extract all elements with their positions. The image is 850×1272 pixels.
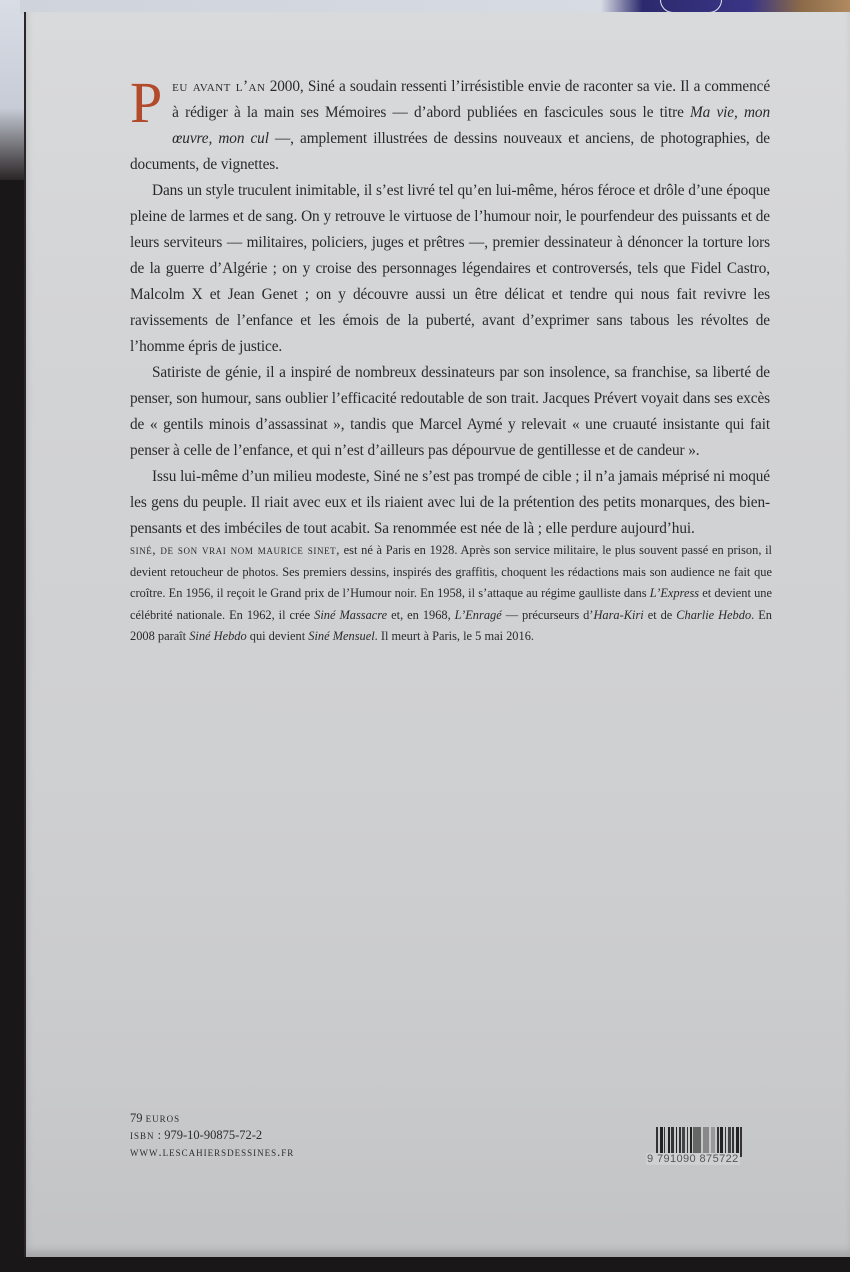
paragraph-4: Issu lui-même d’un milieu modeste, Siné ne s’est pas trompé de cible ; il n’a jamais méprisé ni moqué les gens du peuple. Il riait avec eux et ils riaient avec lui de la prétention des petits monarques, des bien-pensants et des imbéciles de tout acabit. Sa renommée est née de là ; elle perdure aujourd’hui. xyxy=(130,468,770,537)
author-name: siné, de son vrai nom maurice sinet, xyxy=(130,543,340,557)
barcode xyxy=(646,1127,766,1167)
bio-text: — précurseurs d’ xyxy=(501,607,594,622)
barcode-digits: 9 791090 875722 xyxy=(647,1153,739,1165)
publication-title: L’Express xyxy=(649,586,700,600)
publication-title: Siné Massacre xyxy=(314,607,388,622)
publication-title: Charlie Hebdo xyxy=(676,607,752,622)
website-link: www.lescahiersdessines.fr xyxy=(130,1145,295,1159)
isbn-value: : 979-10-90875-72-2 xyxy=(154,1128,263,1142)
paragraph-text: —, amplement illustrées de dessins nouveaux et anciens, de photographies, de documents, de vignettes. xyxy=(130,130,770,173)
lead-smallcaps: eu avant l’an xyxy=(172,78,266,95)
bio-text: et devient une célébrité nationale. En 1962, il crée xyxy=(130,586,772,622)
bio-text: . En 2008 paraît xyxy=(130,607,772,643)
colophon xyxy=(130,1110,294,1161)
bio-text: est né à Paris en 1928. Après son service militaire, le plus souvent passé en prison, il devient retoucheur de photos. Ses premiers dessins, inspirés des graffitis, choquent les rédactions mais son audience ne fait que croître. En 1956, il reçoit le Grand prix de l’Humour noir. En 1958, il s’attaque au régime gaulliste dans xyxy=(130,543,772,600)
isbn xyxy=(130,1127,294,1144)
publication-title: Hara-Kiri xyxy=(593,607,644,622)
bio-text: et, en 1968, xyxy=(387,607,455,622)
isbn-label: isbn xyxy=(130,1128,155,1142)
bio-text: . Il meurt à Paris, le 5 mai 2016. xyxy=(374,629,534,643)
author-bio xyxy=(130,540,772,648)
paragraph-2: Dans un style truculent inimitable, il s’est livré tel qu’en lui-même, héros féroce et drôle d’une époque pleine de larmes et de sang. On y retrouve le virtuose de l’humour noir, le pourfendeur des puissants et de leurs serviteurs — militaires, policiers, juges et prêtres —, premier dessinateur à dénoncer la torture lors de la guerre d’Algérie ; on y croise des personnages légendaires et controversés, tels que Fidel Castro, Malcolm X et Jean Genet ; on y découvre aussi un être délicat et tendre qui nous fait revivre les ravissements de l’enfance et les émois de la puberté, avant d’exprimer sans tabous les révoltes de l’homme épris de justice. xyxy=(130,182,770,355)
paragraph-3: Satiriste de génie, il a inspiré de nombreux dessinateurs par son insolence, sa franchise, sa liberté de penser, son humour, sans oublier l’efficacité redoutable de son trait. Jacques Prévert voyait dans ses excès de « gentils minois d’assassinat », tandis que Marcel Aymé y relevait « une cruauté insistante qui fait penser à celle de l’enfance, et qui n’est d’ailleurs pas dépourvue de gentillesse et de candeur ». xyxy=(130,364,770,459)
publication-title: Siné Mensuel xyxy=(308,629,375,643)
drop-cap: P xyxy=(130,70,163,135)
paragraph-text: 2000, Siné a soudain ressenti l’irrésistible envie de raconter sa vie. Il a commencé à rédiger à la main ses Mémoires — d’abord publiées en fascicules sous le titre xyxy=(172,78,771,121)
paragraph-1 xyxy=(130,70,771,178)
bio-text: et de xyxy=(643,607,677,622)
book-title: Ma vie, mon œuvre, mon cul xyxy=(172,104,770,147)
blurb xyxy=(130,70,771,542)
publication-title: Siné Hebdo xyxy=(189,629,247,643)
bio-text: qui devient xyxy=(246,629,309,643)
price xyxy=(130,1110,294,1127)
price-value: 79 xyxy=(130,1111,143,1125)
price-currency: euros xyxy=(145,1111,181,1125)
publication-title: L’Enragé xyxy=(454,607,502,622)
